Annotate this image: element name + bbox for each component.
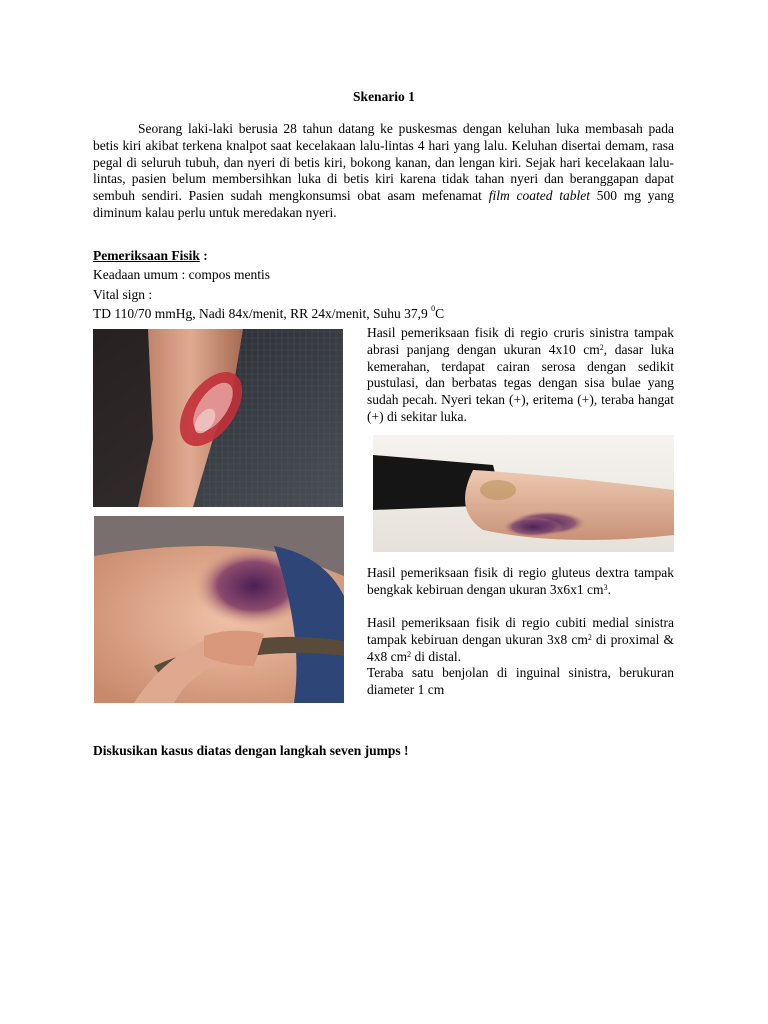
finding-cubiti bbox=[367, 615, 674, 665]
degree-superscript: 0 bbox=[431, 304, 436, 313]
finding-cubiti-text-c: di distal. bbox=[411, 648, 461, 664]
exam-heading bbox=[93, 248, 208, 264]
intro-text-part1: Seorang laki-laki berusia 28 tahun datang ke puskesmas dengan keluhan luka membasah pada betis kiri akibat terkena knalpot saat kecelakaan lalu-lintas 4 hari yang lalu. Keluhan disertai demam, rasa pegal di seluruh tubuh, dan nyeri di betis kiri, bokong kanan, dan lengan kiri. Sejak hari kecelakaan lalu-lintas, pasien belum membersihkan luka di betis kiri karena tidak tahan nyeri dan beranggapan dapat sembuh sendiri. Pasien sudah mengkonsumsi obat asam mefenamat bbox=[93, 121, 674, 204]
intro-paragraph bbox=[93, 121, 674, 222]
vital-signs bbox=[93, 306, 444, 322]
finding-cubiti-superscript-1: 2 bbox=[587, 632, 592, 642]
finding-cruris-superscript: 2 bbox=[599, 342, 604, 352]
finding-cruris bbox=[367, 325, 674, 426]
scenario-title: Skenario 1 bbox=[353, 89, 415, 104]
finding-cruris-text-b: , dasar luka kemerahan, terdapat cairan serosa dengan sedikit pustulasi, dan berbatas tegas dengan sisa bulae yang sudah pecah. Nyeri tekan (+), eritema (+), teraba hangat (+) di sekitar luka. bbox=[367, 341, 674, 424]
exam-heading-label: Pemeriksaan Fisik bbox=[93, 248, 200, 263]
general-condition: Keadaan umum : compos mentis bbox=[93, 267, 270, 282]
photo-leg-abrasion bbox=[93, 329, 343, 507]
exam-heading-colon: : bbox=[199, 248, 208, 263]
discussion-instruction: Diskusikan kasus diatas dengan langkah seven jumps ! bbox=[93, 743, 409, 758]
cubiti-bruise-image bbox=[373, 435, 674, 552]
intro-text-part2: 500 mg yang diminum kalau perlu untuk meredakan nyeri. bbox=[93, 188, 674, 220]
finding-inguinal: Teraba satu benjolan di inguinal sinistra, berukuran diameter 1 cm bbox=[367, 665, 674, 697]
finding-gluteus-text-b: . bbox=[607, 581, 611, 597]
leg-abrasion-image bbox=[93, 329, 343, 507]
gluteus-bruise-image bbox=[94, 516, 344, 703]
vital-signs-text: TD 110/70 mmHg, Nadi 84x/menit, RR 24x/menit, Suhu 37,9 bbox=[93, 306, 432, 321]
finding-cubiti-text-b: di proximal & 4x8 cm bbox=[367, 631, 674, 664]
photo-gluteus-bruise bbox=[94, 516, 344, 703]
finding-cubiti-superscript-2: 2 bbox=[407, 649, 412, 659]
finding-gluteus-text-a: Hasil pemeriksaan fisik di regio gluteus dextra tampak bengkak kebiruan dengan ukuran 3x6x1 cm bbox=[367, 565, 674, 597]
finding-gluteus-superscript: 3 bbox=[603, 582, 608, 592]
finding-cruris-text-a: Hasil pemeriksaan fisik di regio cruris sinistra tampak abrasi panjang dengan ukuran 4x10 cm bbox=[367, 325, 674, 357]
finding-cubiti-text-a: Hasil pemeriksaan fisik di regio cubiti medial sinistra tampak kebiruan dengan ukuran 3x8 cm bbox=[367, 615, 674, 647]
intro-text-italic: film coated tablet bbox=[488, 188, 590, 204]
photo-cubiti-bruise bbox=[373, 435, 674, 552]
temperature-unit: C bbox=[435, 306, 445, 321]
finding-gluteus bbox=[367, 565, 674, 599]
vital-sign-label: Vital sign : bbox=[93, 287, 153, 302]
